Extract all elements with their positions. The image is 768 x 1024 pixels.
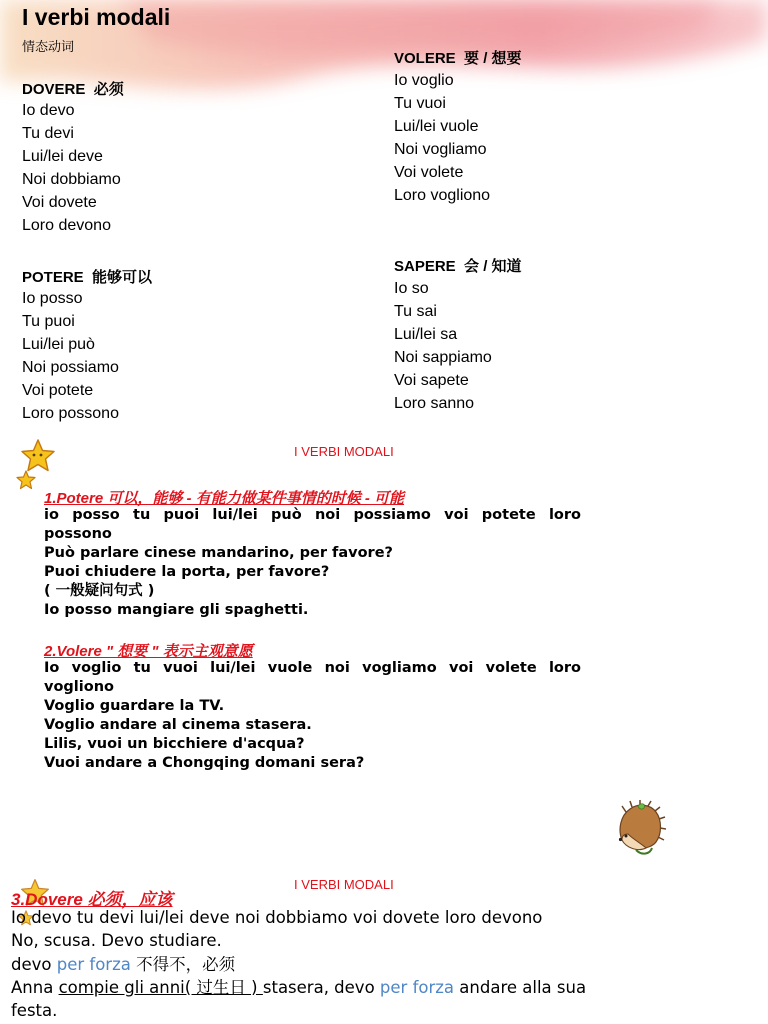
volere-heading [394,47,522,68]
dovere-heading [22,78,124,99]
dovere-example [11,976,586,999]
sapere-conjugation [394,277,492,415]
potere-conj-line: possono [44,526,112,542]
small-star-icon [16,470,36,494]
potere-example: Puoi chiudere la porta, per favore? [44,564,330,580]
sapere-form: Tu sai [394,303,437,320]
volere-section-body [44,659,581,773]
hedgehog-icon [612,800,666,862]
volere-form: Voi volete [394,164,464,181]
sapere-form: Noi sappiamo [394,349,492,366]
volere-section-heading-text: 2.Volere " 想要 " 表示主观意愿 [44,643,253,660]
volere-form: Lui/lei vuole [394,118,479,135]
dovere-example: No, scusa. Devo studiare. [11,931,222,950]
sapere-form: Voi sapete [394,372,469,389]
example-text: Anna [11,978,59,997]
dovere-form: Lui/lei deve [22,148,103,165]
example-text: andare alla sua [454,978,587,997]
sapere-form: Io so [394,280,429,297]
volere-verb: VOLERE [394,50,456,67]
example-gloss: 不得不，必须 [130,955,236,974]
volere-conjugation [394,69,490,207]
dovere-conjugation [22,99,121,237]
sapere-form: Loro sanno [394,395,475,412]
highlight-phrase: per forza [56,955,131,974]
volere-form: Io voglio [394,72,454,89]
volere-conj-line: Io voglio tu vuoi lui/lei vuole noi vogliamo voi volete loro [44,660,581,676]
section-label: I VERBI MODALI [294,877,394,892]
example-text: stasera, devo [262,978,380,997]
volere-example: Voglio andare al cinema stasera. [44,717,312,733]
potere-form: Tu puoi [22,313,75,330]
volere-form: Loro vogliono [394,187,491,204]
potere-section-body [44,506,581,620]
potere-section-heading [44,487,404,508]
potere-conj-line: io posso tu puoi lui/lei può noi possiamo voi potete loro [44,507,581,523]
potere-section-heading-text: 1.Potere 可以，能够 - 有能力做某件事情的时候 - 可能 [44,490,405,507]
volere-form: Noi vogliamo [394,141,487,158]
page-subtitle: 情态动词 [22,40,75,55]
potere-conjugation [22,287,119,425]
dovere-form: Loro devono [22,217,111,234]
dovere-form: Voi dovete [22,194,97,211]
dovere-section-heading-text: 3.Dovere 必须，应该 [11,890,173,909]
volere-example: Lilis, vuoi un bicchiere d'acqua? [44,736,305,752]
volere-example: Vuoi andare a Chongqing domani sera? [44,755,365,771]
example-text: devo [11,955,57,974]
sapere-heading [394,255,522,276]
potere-heading [22,266,152,287]
dovere-example-end: festa. [11,1001,58,1020]
volere-example: Voglio guardare la TV. [44,698,225,714]
potere-form: Lui/lei può [22,336,95,353]
section-label: I VERBI MODALI [294,444,394,459]
page-title: I verbi modali [22,4,171,30]
potere-form: Noi possiamo [22,359,119,376]
sapere-verb: SAPERE [394,258,456,275]
dovere-form: Tu devi [22,125,74,142]
dovere-conj-line: Io devo tu devi lui/lei deve noi dobbiamo voi dovete loro devono [11,908,543,927]
volere-section-heading [44,640,253,661]
dovere-form: Io devo [22,102,75,119]
potere-example: ( 一般疑问句式 ) [44,583,155,599]
dovere-gloss: 必须 [93,81,124,98]
sapere-form: Lui/lei sa [394,326,458,343]
potere-verb: POTERE [22,269,84,286]
potere-example: Può parlare cinese mandarino, per favore? [44,545,393,561]
volere-gloss: 要 / 想要 [464,50,522,67]
dovere-form: Noi dobbiamo [22,171,121,188]
potere-form: Io posso [22,290,83,307]
potere-form: Voi potete [22,382,94,399]
sapere-gloss: 会 / 知道 [464,258,522,275]
potere-form: Loro possono [22,405,119,422]
potere-gloss: 能够可以 [92,269,153,286]
potere-example: Io posso mangiare gli spaghetti. [44,602,309,618]
volere-form: Tu vuoi [394,95,446,112]
underlined-phrase: compie gli anni( 过生日 ) [58,978,263,997]
highlight-phrase: per forza [379,978,455,997]
volere-conj-line: vogliono [44,679,114,695]
dovere-example [11,953,235,976]
dovere-verb: DOVERE [22,81,86,98]
